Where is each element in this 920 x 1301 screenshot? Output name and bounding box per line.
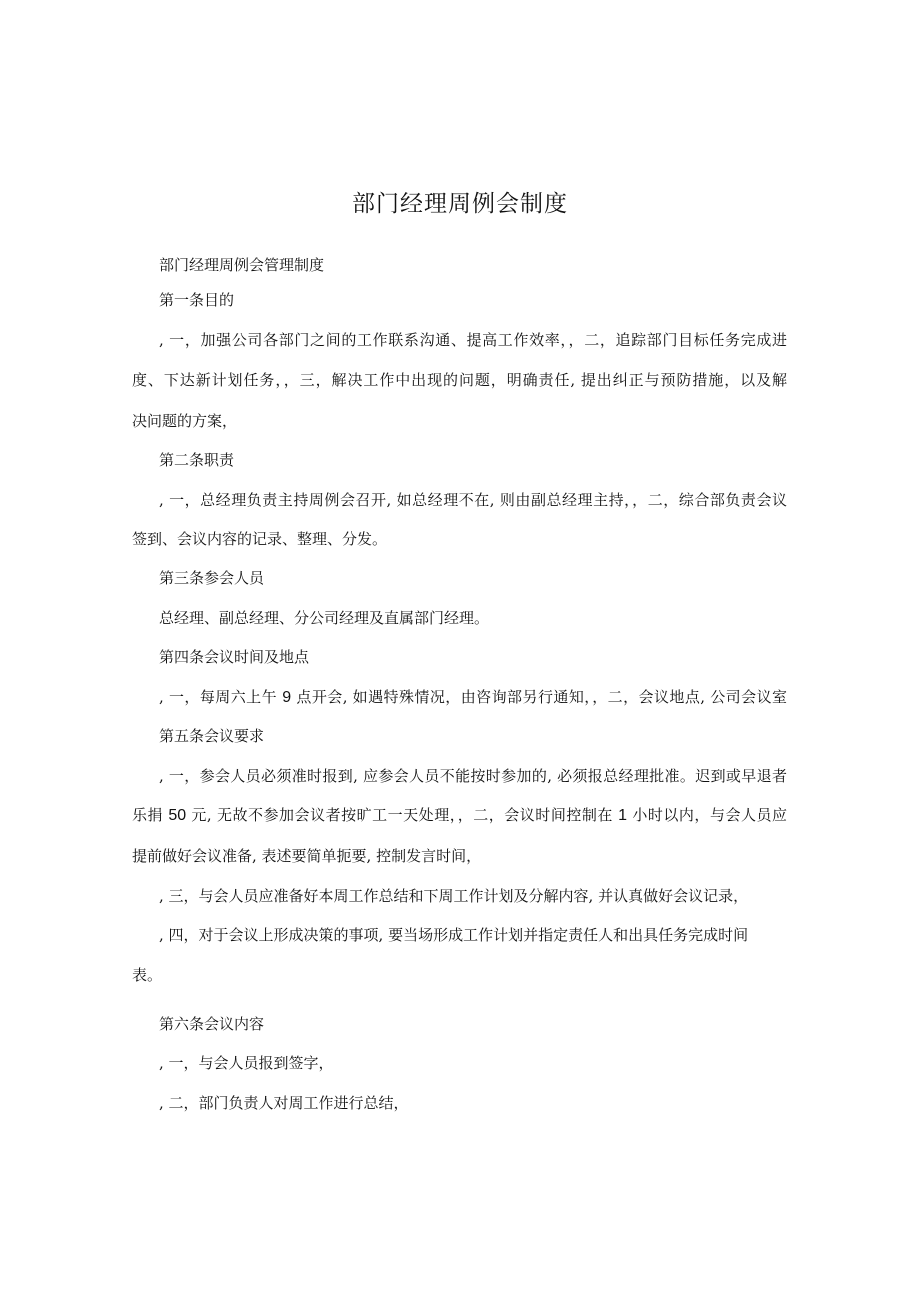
article4-line1-number: 9 [282,689,292,706]
article1-line2: 度、下达新计划任务，，三，解决工作中出现的问题，明确责任, 提出纠正与预防措施，以及解 [132,371,787,389]
article4-line1-part-a: , 一，每周六上午 [159,688,283,706]
document-title: 部门经理周例会制度 [352,191,568,217]
article4-line1-part-b: 点开会, 如遇特殊情况，由咨询部另行通知，，二，会议地点, 公司会议室 [291,688,788,706]
article3-heading: 第三条参会人员 [159,569,265,587]
document-subtitle: 部门经理周例会管理制度 [159,256,325,274]
article5-line2-part-a: 乐捐 [132,806,169,824]
article6-line2: , 二，部门负责人对周工作进行总结， [159,1094,409,1112]
article3-line1: 总经理、副总经理、分公司经理及直属部门经理。 [159,609,490,627]
article5-heading: 第五条会议要求 [159,727,265,745]
article5-line6: 表。 [132,966,163,984]
article6-line1: , 一，与会人员报到签字， [159,1054,334,1072]
article2-heading: 第二条职责 [159,451,235,469]
article4-line1 [159,686,787,709]
article5-line1: , 一，参会人员必须准时报到, 应参会人员不能按时参加的, 必须报总经理批准。迟到或早退者 [159,767,787,785]
article1-heading: 第一条目的 [159,291,235,309]
article5-line5: , 四，对于会议上形成决策的事项, 要当场形成工作计划并指定责任人和出具任务完成时间 [159,926,749,944]
article5-line2-part-c: 小时以内，与会人员应 [627,806,787,824]
article5-line2-number-2: 1 [618,807,628,824]
article6-heading: 第六条会议内容 [159,1015,265,1033]
article1-line1: , 一，加强公司各部门之间的工作联系沟通、提高工作效率，，二，追踪部门目标任务完成进 [159,331,787,349]
article5-line4: , 三，与会人员应准备好本周工作总结和下周工作计划及分解内容, 并认真做好会议记录， [159,887,749,905]
article5-line2-part-b: 元, 无故不参加会议者按旷工一天处理，，二，会议时间控制在 [186,806,619,824]
article2-line1: , 一，总经理负责主持周例会召开, 如总经理不在, 则由副总经理主持，，二，综合部负责会议 [159,491,787,509]
article5-line2 [132,804,787,827]
article2-line2: 签到、会议内容的记录、整理、分发。 [132,530,388,548]
article1-line3: 决问题的方案， [132,412,238,430]
article4-heading: 第四条会议时间及地点 [159,648,310,666]
article5-line3: 提前做好会议准备, 表述要简单扼要, 控制发言时间， [132,847,482,865]
article5-line2-number-1: 50 [168,807,187,824]
